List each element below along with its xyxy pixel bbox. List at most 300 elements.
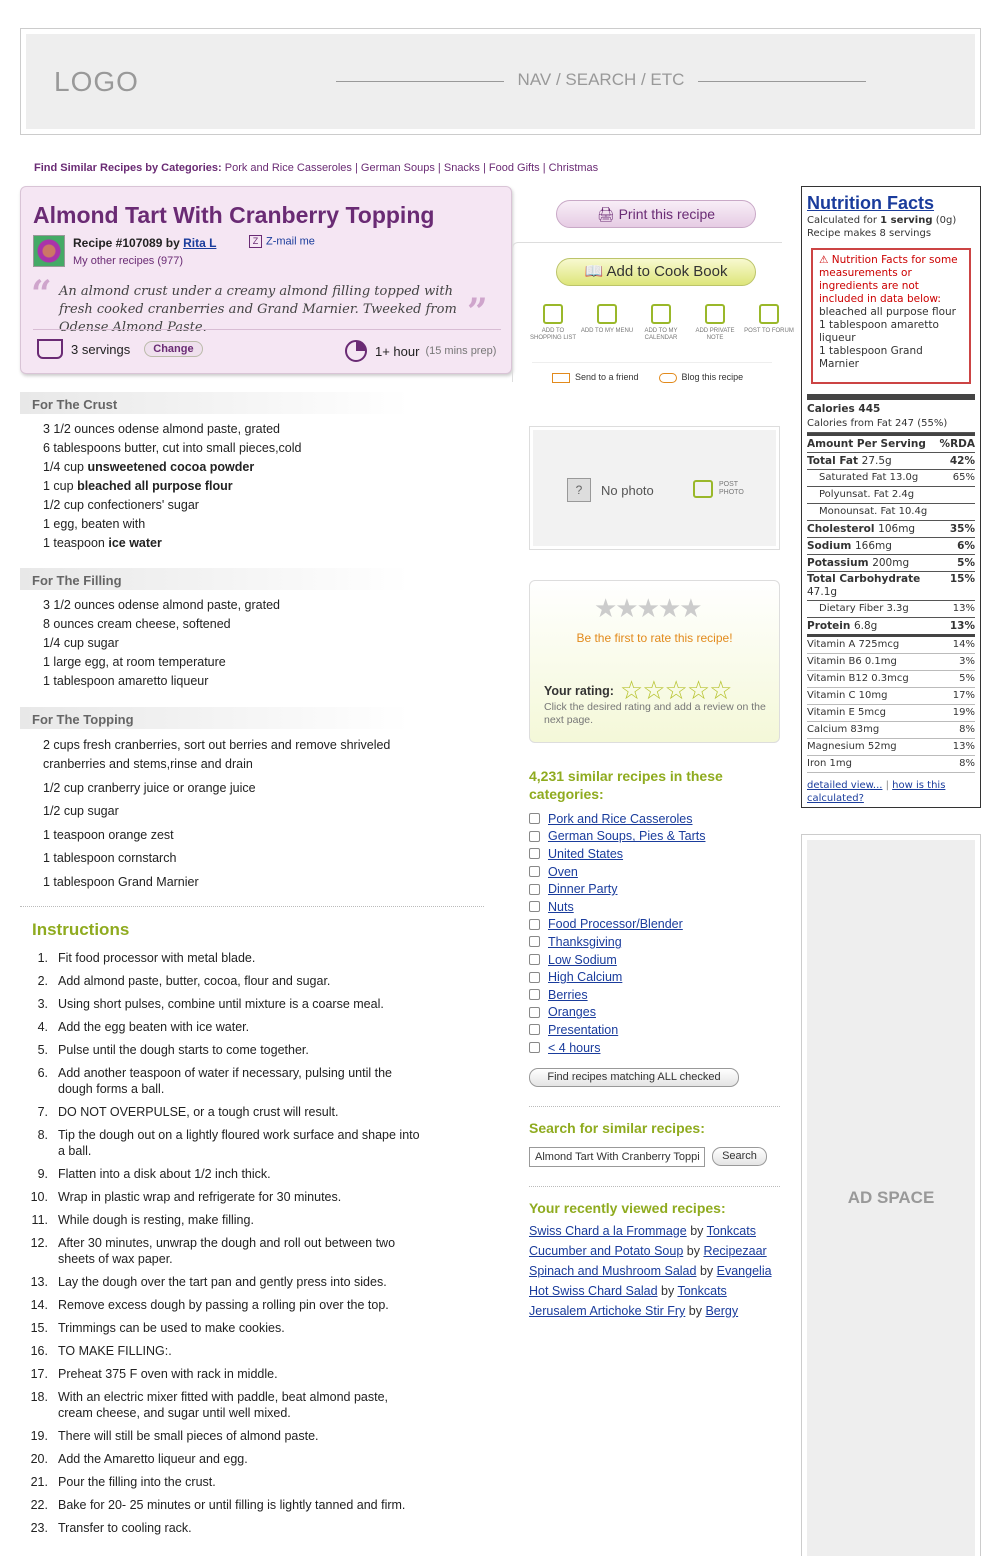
add-cookbook-button[interactable]: 📖 Add to Cook Book: [556, 258, 756, 286]
vitamin-pct: 5%: [959, 673, 975, 684]
action-panel: [512, 186, 794, 396]
step-text: Lay the dough over the tart pan and gently press into sides.: [58, 1275, 387, 1289]
action-calendar[interactable]: [634, 304, 688, 342]
nutrient-value: 166mg: [854, 540, 892, 552]
logo[interactable]: LOGO: [54, 66, 139, 97]
nutrient-value: 2.4g: [891, 489, 915, 500]
step-text: Pulse until the dough starts to come together.: [58, 1043, 309, 1057]
menu-icon: [597, 304, 617, 324]
vitamin-row: [807, 739, 975, 756]
step-text: After 30 minutes, unwrap the dough and roll out between two sheets of wax paper.: [58, 1236, 396, 1266]
vitamin-label: Vitamin C 10mg: [807, 690, 888, 701]
step-text: Add the egg beaten with ice water.: [58, 1020, 250, 1034]
rda-header-label: %RDA: [939, 438, 975, 450]
recent-author-link[interactable]: Tonkcats: [677, 1284, 727, 1298]
step-number: 20.: [30, 1452, 48, 1466]
forum-icon: [759, 304, 779, 324]
step-text: Add almond paste, butter, cocoa, flour and sugar.: [58, 974, 331, 988]
step-number: 16.: [30, 1344, 48, 1358]
ingredient-name[interactable]: bleached all purpose flour: [77, 479, 233, 493]
nutrient-label: [807, 522, 915, 536]
ingredient-item: [43, 849, 423, 868]
ingredient-text: 1 tablespoon amaretto liqueur: [43, 674, 209, 688]
category-checkbox[interactable]: [529, 972, 540, 983]
ingredient-text: 1/4 cup sugar: [43, 636, 119, 650]
recipe-number-label: Recipe #107089 by: [73, 236, 180, 250]
similar-category-link[interactable]: Berries: [548, 987, 588, 1002]
category-separator: |: [539, 162, 549, 174]
vitamin-label: Iron 1mg: [807, 758, 852, 769]
warning-item: 1 tablespoon Grand Marnier: [819, 345, 923, 370]
measuring-cup-icon: [37, 339, 63, 359]
step-number: 13.: [30, 1275, 48, 1289]
step-number: 23.: [30, 1521, 48, 1535]
step-text: Flatten into a disk about 1/2 inch thick.: [58, 1167, 271, 1181]
share-row: [552, 372, 743, 383]
recent-recipe-link[interactable]: Spinach and Mushroom Salad: [529, 1264, 697, 1278]
nutrient-row: [807, 470, 975, 487]
ingredient-item: [43, 779, 423, 798]
vitamin-row: [807, 688, 975, 705]
ingredient-item: [43, 873, 423, 892]
vitamin-row: [807, 654, 975, 671]
similar-category-list: [529, 810, 705, 1056]
similar-category-link[interactable]: United States: [548, 846, 624, 861]
similar-category-item: [529, 933, 705, 951]
similar-category-item: [529, 880, 705, 898]
category-separator: |: [479, 162, 489, 174]
nutrient-value: 13.0g: [889, 472, 919, 483]
nutrient-value: 6.8g: [853, 620, 878, 632]
action-label: ADD PRIVATE NOTE: [695, 328, 735, 341]
category-checkbox[interactable]: [529, 936, 540, 947]
blog-label: Blog this recipe: [681, 372, 744, 382]
photo-box: [529, 426, 780, 550]
ingredient-name[interactable]: unsweetened cocoa powder: [87, 460, 255, 474]
ingredient-text: 1 tablespoon Grand Marnier: [43, 874, 199, 889]
category-bar-label: Find Similar Recipes by Categories:: [34, 162, 222, 174]
nutrient-label: [807, 539, 892, 553]
category-checkbox[interactable]: [529, 1024, 540, 1035]
how-calculated-link[interactable]: how is this calculated?: [807, 780, 946, 804]
category-link[interactable]: Food Gifts: [488, 162, 540, 174]
prep-time: (15 mins prep): [425, 345, 497, 357]
category-checkbox[interactable]: [529, 954, 540, 965]
vitamin-pct: 17%: [952, 690, 975, 701]
ingredient-item: [43, 736, 423, 774]
similar-category-link[interactable]: Food Processor/Blender: [548, 917, 683, 932]
nutrient-label: [819, 505, 927, 519]
step-text: TO MAKE FILLING:.: [58, 1344, 172, 1358]
section-heading-crust: For The Crust: [20, 392, 410, 414]
ingredient-item: [43, 515, 301, 534]
step-number: 11.: [31, 1213, 48, 1227]
similar-category-link[interactable]: < 4 hours: [548, 1040, 601, 1055]
ingredient-text: 1/2 cup confectioners' sugar: [43, 498, 199, 512]
step-text: Bake for 20- 25 minutes or until filling is lightly tanned and firm.: [58, 1498, 406, 1512]
similar-category-item: [529, 986, 705, 1004]
instruction-step: [26, 1451, 426, 1467]
nutrient-pct: 65%: [952, 472, 975, 483]
category-link[interactable]: Snacks: [443, 162, 480, 174]
similar-category-item: [529, 828, 705, 846]
nutrient-value: 10.4g: [898, 506, 928, 517]
rating-stars-input[interactable]: ☆☆☆☆☆: [619, 675, 732, 705]
nutrient-row: [807, 555, 975, 572]
ingredient-item: [43, 534, 301, 553]
nutrition-warning: [811, 248, 971, 384]
site-header: [20, 28, 981, 135]
category-bar: [34, 162, 598, 174]
nutrient-pct: 13%: [952, 603, 975, 614]
step-number: 9.: [37, 1167, 48, 1181]
your-rating-label: Your rating:: [544, 683, 614, 698]
ingredient-item: [43, 496, 301, 515]
nutrient-name: Cholesterol: [807, 523, 875, 535]
other-recipes-link[interactable]: My other recipes (977): [73, 255, 184, 267]
divider: [33, 329, 501, 330]
instruction-step: [26, 1274, 426, 1290]
category-checkbox[interactable]: [529, 866, 540, 877]
ingredient-item: [43, 672, 280, 691]
ingredient-item: [43, 802, 423, 821]
similar-category-item: [529, 968, 705, 986]
ingredient-text: 1/2 cup cranberry juice or orange juice: [43, 780, 256, 795]
rating-hint: Click the desired rating and add a review on the next page.: [544, 701, 766, 726]
recent-heading: Your recently viewed recipes:: [529, 1200, 726, 1216]
recent-recipe-link[interactable]: Hot Swiss Chard Salad: [529, 1284, 658, 1298]
recent-author-link[interactable]: Recipezaar: [703, 1244, 767, 1258]
recent-author-link[interactable]: Tonkcats: [706, 1224, 756, 1238]
instruction-step: [26, 1065, 426, 1097]
divider: [20, 906, 484, 907]
category-separator: |: [351, 162, 361, 174]
similar-category-link[interactable]: Oven: [548, 864, 578, 879]
similar-category-item: [529, 810, 705, 828]
recent-item: [529, 1264, 781, 1279]
ingredient-text: 6 tablespoons butter, cut into small pieces,cold: [43, 441, 302, 455]
nutrient-row: [807, 618, 975, 637]
nutrition-title[interactable]: Nutrition Facts: [807, 193, 935, 213]
recent-recipe-link[interactable]: Jerusalem Artichoke Stir Fry: [529, 1304, 686, 1318]
step-text: Add the Amaretto liqueur and egg.: [58, 1452, 248, 1466]
ad-label: AD SPACE: [807, 840, 975, 1556]
calories: Calories 445: [807, 403, 881, 415]
similar-search-input[interactable]: [529, 1147, 705, 1167]
nutrient-label: [807, 573, 950, 599]
divider: [529, 1186, 780, 1187]
ingredient-list-crust: [43, 420, 301, 553]
find-matching-button[interactable]: Find recipes matching ALL checked: [529, 1068, 739, 1087]
author-link[interactable]: Rita L: [183, 236, 217, 250]
similar-category-link[interactable]: Pork and Rice Casseroles: [548, 811, 693, 826]
ingredient-name[interactable]: ice water: [108, 536, 162, 550]
section-heading-filling: For The Filling: [20, 568, 410, 590]
vitamin-row: [807, 671, 975, 688]
vitamin-row: [807, 637, 975, 654]
vitamin-row: [807, 705, 975, 722]
ingredient-item: [43, 615, 280, 634]
nutrition-links: detailed view... | how is this calculated?: [807, 780, 946, 804]
print-label: Print this recipe: [618, 206, 716, 222]
nutrient-name: Sodium: [807, 540, 852, 552]
calories-from-fat: [807, 416, 975, 433]
ingredient-text: 1 large egg, at room temperature: [43, 655, 226, 669]
step-number: 6.: [37, 1066, 48, 1080]
open-quote-icon: “: [31, 273, 52, 315]
nutrition-makes: Recipe makes 8 servings: [807, 228, 932, 239]
action-note[interactable]: [688, 304, 742, 342]
recent-by: by: [686, 1244, 700, 1258]
servings: [37, 339, 203, 359]
instruction-step: [26, 1019, 426, 1035]
amount-header-label: Amount Per Serving: [807, 438, 926, 450]
instruction-step: [26, 1166, 426, 1182]
category-checkbox[interactable]: [529, 848, 540, 859]
nutrient-value: 200mg: [872, 557, 910, 569]
category-checkbox[interactable]: [529, 884, 540, 895]
instruction-step: [26, 973, 426, 989]
vitamin-label: Vitamin B12 0.3mcg: [807, 673, 909, 684]
calc-for-label: Calculated for: [807, 215, 877, 226]
step-text: Preheat 375 F oven with rack in middle.: [58, 1367, 278, 1381]
step-number: 19.: [30, 1429, 48, 1443]
vitamin-pct: 14%: [952, 639, 975, 650]
instruction-step: [26, 1343, 426, 1359]
divider: [529, 1106, 780, 1107]
nutrition-facts: [801, 186, 981, 808]
nutrient-row: [807, 453, 975, 470]
similar-category-item: [529, 1004, 705, 1022]
instruction-step: [26, 1520, 426, 1536]
step-text: Tip the dough out on a lightly floured work surface and shape into a ball.: [58, 1128, 420, 1158]
add-cookbook-label: Add to Cook Book: [606, 263, 728, 280]
ingredient-text: 1/2 cup sugar: [43, 804, 119, 819]
recent-recipe-link[interactable]: Swiss Chard a la Frommage: [529, 1224, 687, 1238]
similar-category-link[interactable]: Oranges: [548, 1005, 596, 1020]
nutrient-label: [819, 488, 914, 502]
avatar[interactable]: [33, 235, 65, 267]
similar-category-link[interactable]: High Calcium: [548, 970, 623, 985]
category-checkbox[interactable]: [529, 813, 540, 824]
envelope-icon: [552, 373, 570, 383]
step-text: Add another teaspoon of water if necessary, pulsing until the dough forms a ball.: [58, 1066, 393, 1096]
ingredient-text: 3 1/2 ounces odense almond paste, grated: [43, 422, 280, 436]
print-button[interactable]: 🖨 Print this recipe: [556, 200, 756, 228]
camera-icon: [693, 480, 713, 498]
step-number: 1.: [37, 951, 48, 965]
step-number: 14.: [30, 1298, 48, 1312]
warning-item: 1 tablespoon amaretto liqueur: [819, 319, 939, 344]
similar-category-link[interactable]: German Soups, Pies & Tarts: [548, 829, 706, 844]
recipe-header: [20, 186, 512, 374]
similar-category-link[interactable]: Thanksgiving: [548, 934, 622, 949]
similar-category-link[interactable]: Nuts: [548, 899, 574, 914]
clock-icon: [345, 340, 367, 362]
category-checkbox[interactable]: [529, 1042, 540, 1053]
warning-text: ⚠ Nutrition Facts for some measurements or ingredients are not included in data below:: [819, 254, 958, 305]
nutrient-name: Dietary Fiber: [819, 603, 884, 614]
step-number: 2.: [37, 974, 48, 988]
category-checkbox[interactable]: [529, 901, 540, 912]
instructions-heading: Instructions: [32, 920, 130, 939]
similar-category-link[interactable]: Presentation: [548, 1022, 619, 1037]
step-number: 7.: [37, 1105, 48, 1119]
close-quote-icon: ”: [467, 291, 488, 333]
category-checkbox[interactable]: [529, 831, 540, 842]
ingredient-text: 1 egg, beaten with: [43, 517, 146, 531]
ingredient-item: [43, 634, 280, 653]
ad-space: [801, 834, 981, 1556]
vitamin-pct: 3%: [959, 656, 975, 667]
servings-value: 3 servings: [71, 341, 131, 357]
vitamin-label: Vitamin A 725mcg: [807, 639, 900, 650]
similar-category-item: [529, 951, 705, 969]
zmail-icon: Z: [249, 235, 262, 248]
action-menu[interactable]: [580, 304, 634, 342]
zmail-link[interactable]: [249, 235, 315, 248]
similar-category-link[interactable]: Dinner Party: [548, 882, 618, 897]
nutrient-value: 106mg: [878, 523, 916, 535]
instruction-step: [26, 1042, 426, 1058]
similar-category-item: [529, 845, 705, 863]
recent-item: [529, 1284, 781, 1299]
time-value: 1+ hour: [375, 343, 420, 359]
vitamin-label: Calcium 83mg: [807, 724, 880, 735]
action-forum[interactable]: [742, 304, 796, 342]
nutrient-row: [807, 601, 975, 618]
post-photo-button[interactable]: [693, 480, 745, 498]
nutrient-label: [807, 454, 892, 468]
category-link[interactable]: German Soups: [360, 162, 435, 174]
detailed-view-link[interactable]: detailed view...: [807, 780, 883, 791]
rating-box: [529, 580, 780, 743]
nutrient-name: Monounsat. Fat: [819, 506, 896, 517]
recent-by: by: [688, 1304, 702, 1318]
no-photo: [567, 478, 654, 502]
instructions-list: [26, 950, 426, 1543]
nutrient-label: [807, 619, 877, 633]
instruction-step: [26, 1428, 426, 1444]
ingredient-item: [43, 458, 301, 477]
ingredient-item: [43, 596, 280, 615]
change-servings-button[interactable]: Change: [144, 341, 202, 357]
action-label: ADD TO SHOPPING LIST: [529, 328, 576, 341]
category-link[interactable]: Pork and Rice Casseroles: [224, 162, 352, 174]
instruction-step: [26, 1104, 426, 1120]
ingredient-item: [43, 477, 301, 496]
step-text: Fit food processor with metal blade.: [58, 951, 256, 965]
category-checkbox[interactable]: [529, 919, 540, 930]
step-text: Pour the filling into the crust.: [58, 1475, 216, 1489]
similar-category-item: [529, 898, 705, 916]
nutrient-row: [807, 504, 975, 521]
ingredient-text: 1 teaspoon: [43, 536, 109, 550]
recent-list: [529, 1224, 781, 1324]
ingredient-item: [43, 439, 301, 458]
blog-icon: [659, 373, 677, 383]
vitamin-pct: 8%: [959, 724, 975, 735]
image-placeholder-icon: ?: [567, 478, 591, 502]
category-checkbox[interactable]: [529, 989, 540, 1000]
recent-author-link[interactable]: Evangelia: [716, 1264, 772, 1278]
nutrient-row: [807, 487, 975, 504]
ingredient-text: 1 tablespoon cornstarch: [43, 851, 177, 866]
nutrient-row: [807, 572, 975, 601]
nutrient-pct: 13%: [949, 620, 975, 632]
instruction-step: [26, 1127, 426, 1159]
nutrient-value: 47.1g: [807, 586, 838, 598]
serving-size: 1 serving: [880, 215, 933, 226]
instruction-step: [26, 1212, 426, 1228]
step-text: Trimmings can be used to make cookies.: [58, 1321, 285, 1335]
calendar-icon: [651, 304, 671, 324]
instruction-step: [26, 1366, 426, 1382]
instruction-step: [26, 1497, 426, 1513]
step-number: 3.: [37, 997, 48, 1011]
nutrient-name: Potassium: [807, 557, 869, 569]
recent-item: [529, 1224, 781, 1239]
action-icons: [526, 304, 796, 342]
recent-by: by: [699, 1264, 714, 1278]
nutrient-pct: 6%: [957, 540, 975, 552]
nutrient-row: [807, 538, 975, 555]
similar-category-item: [529, 1039, 705, 1057]
ingredient-text: 3 1/2 ounces odense almond paste, grated: [43, 598, 280, 612]
nutrient-name: Total Fat: [807, 455, 859, 467]
step-number: 18.: [30, 1390, 48, 1404]
nutrient-pct: 15%: [949, 573, 975, 585]
vitamin-label: Vitamin B6 0.1mg: [807, 656, 897, 667]
category-checkbox[interactable]: [529, 1007, 540, 1018]
ingredient-text: 2 cups fresh cranberries, sort out berries and remove shriveled cranberries and stems,rinse and drain: [43, 738, 391, 771]
nutrient-label: [819, 602, 909, 616]
nutrition-calc-for: [807, 214, 975, 227]
step-text: There will still be small pieces of almond paste.: [58, 1429, 319, 1443]
vitamin-label: Vitamin E 5mcg: [807, 707, 886, 718]
recent-item: [529, 1304, 781, 1319]
send-friend-link[interactable]: [552, 372, 639, 383]
blog-link[interactable]: [659, 372, 744, 383]
ingredient-list-topping: [43, 736, 423, 897]
recent-author-link[interactable]: Bergy: [705, 1304, 739, 1318]
step-text: While dough is resting, make filling.: [58, 1213, 254, 1227]
divider: [807, 394, 975, 400]
nutrient-label: [819, 471, 918, 485]
similar-heading: 4,231 similar recipes in these categories:: [529, 768, 723, 802]
vitamin-row: [807, 756, 975, 773]
category-link[interactable]: Christmas: [548, 162, 599, 174]
action-shopping-list[interactable]: [526, 304, 580, 342]
ingredient-list-filling: [43, 596, 280, 691]
recent-recipe-link[interactable]: Cucumber and Potato Soup: [529, 1244, 684, 1258]
nutrient-pct: 5%: [957, 557, 975, 569]
step-number: 8.: [37, 1128, 48, 1142]
vitamin-pct: 13%: [952, 741, 975, 752]
nav-placeholder[interactable]: NAV / SEARCH / ETC: [336, 70, 866, 90]
nutrient-rows: [807, 453, 975, 637]
vitamin-label: Magnesium 52mg: [807, 741, 897, 752]
step-number: 12.: [30, 1236, 48, 1250]
search-button[interactable]: Search: [712, 1147, 767, 1166]
instruction-step: [26, 1389, 426, 1421]
recent-by: by: [661, 1284, 675, 1298]
average-rating-stars: ★★★★★: [594, 593, 701, 623]
ingredient-item: [43, 826, 423, 845]
similar-category-link[interactable]: Low Sodium: [548, 952, 617, 967]
instruction-step: [26, 1235, 426, 1267]
similar-category-item: [529, 863, 705, 881]
